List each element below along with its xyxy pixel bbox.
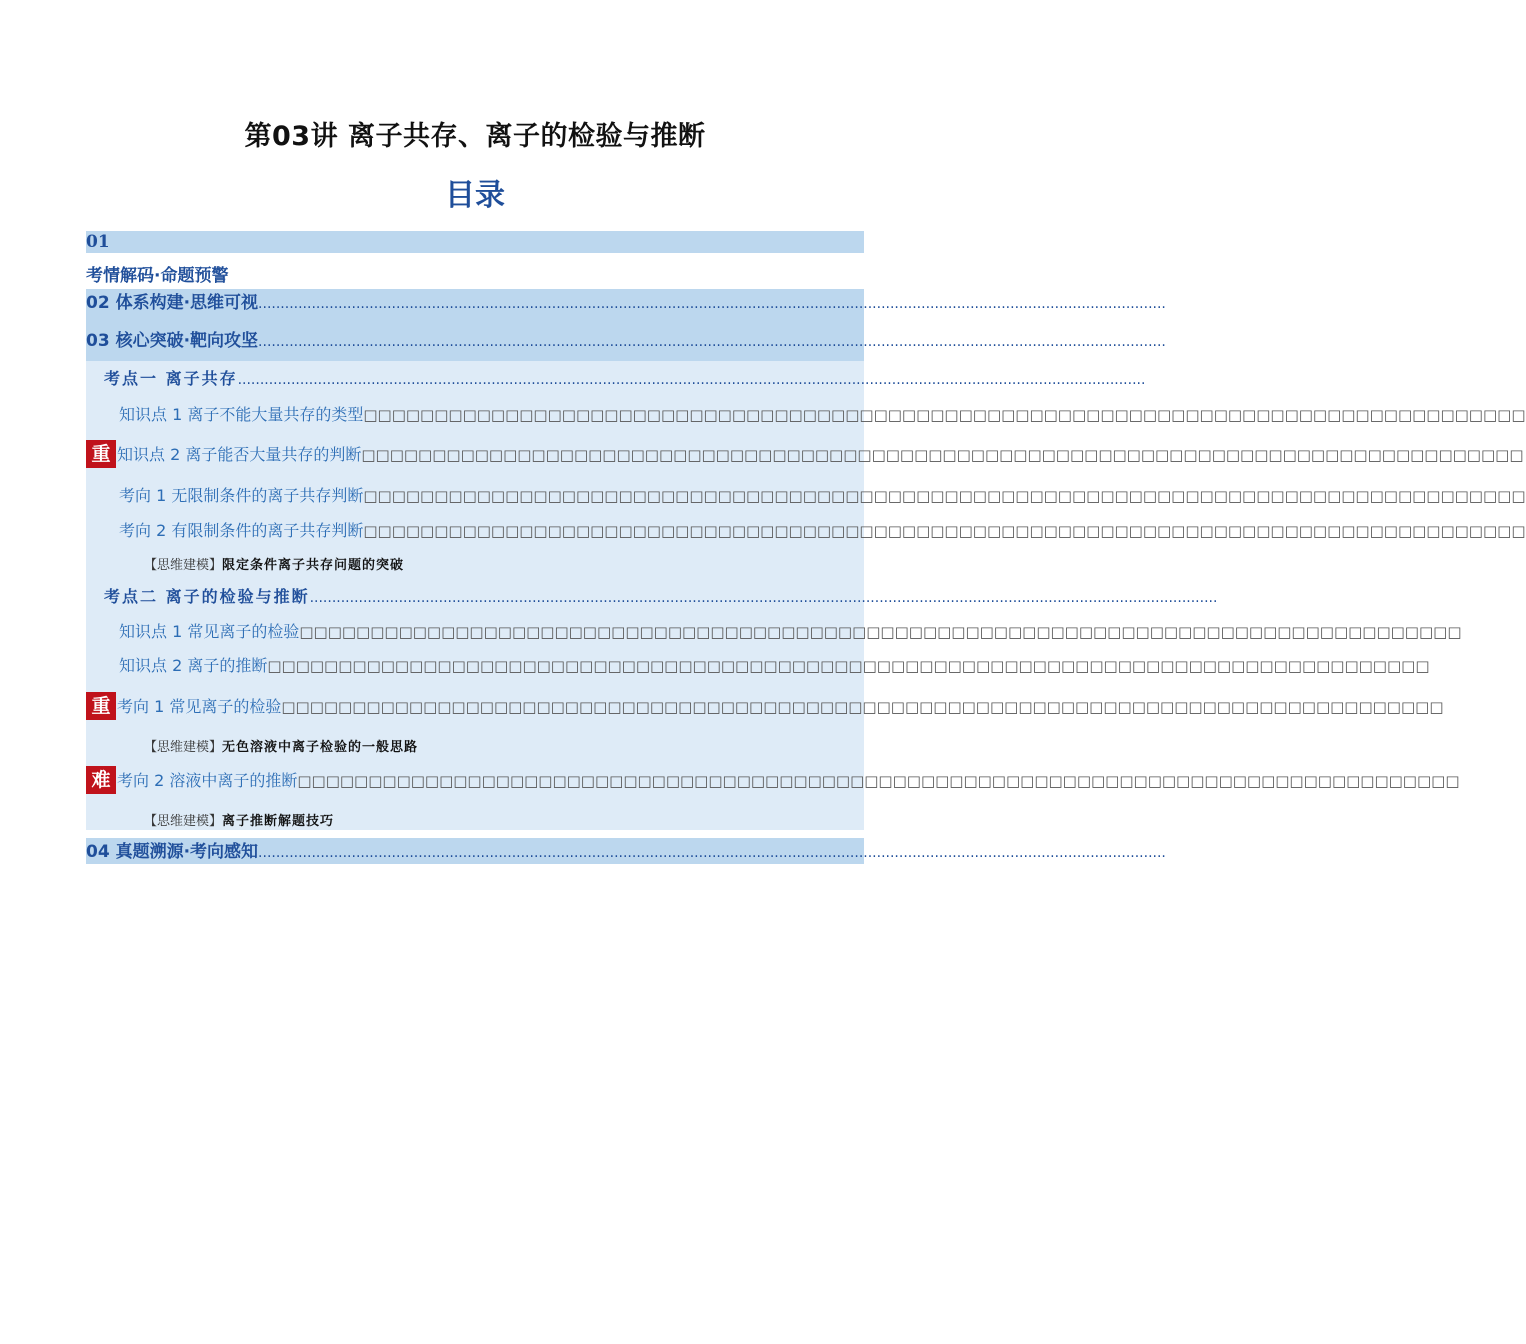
section-title: 04 真题溯源·考向感知 [86,842,259,862]
box-leader: □□□□□□□□□□□□□□□□□□□□□□□□□□□□□□□□□□□□□□□□□□□□□□□□□□□□□□□□□□□□□□□□□□□□□□□□□□□□□□□□□□ [363,522,1526,540]
section-title: 考情解码·命题预警 [86,266,229,286]
model-title: 离子推断解题技巧 [222,814,335,829]
lecture-title: 第03讲 离子共存、离子的检验与推断 [244,121,706,152]
section-number: 01 [86,232,110,252]
important-badge: 重 [86,440,116,468]
toc-section-04[interactable] [86,838,1166,864]
toc-zhishidian-1-1[interactable] [86,403,1526,427]
important-badge: 重 [86,692,116,720]
toc-kaoxiang-2-1[interactable] [117,695,1444,719]
box-leader: □□□□□□□□□□□□□□□□□□□□□□□□□□□□□□□□□□□□□□□□□□□□□□□□□□□□□□□□□□□□□□□□□□□□□□□□□□□□□□□□□□ [361,446,1524,464]
dot-leader: ............................................................................................................................................................................................................ [237,372,1146,388]
toc-section-01-number-row[interactable] [86,231,864,253]
item-title: 考向 1 常见离子的检验 [117,697,282,716]
toc-section-01-title-row[interactable] [86,264,864,288]
toc-zhishidian-2-1[interactable] [86,620,1462,644]
model-tag: 【思维建模】 [144,558,223,573]
box-leader: □□□□□□□□□□□□□□□□□□□□□□□□□□□□□□□□□□□□□□□□□□□□□□□□□□□□□□□□□□□□□□□□□□□□□□□□□□□□□□□□□□ [297,772,1460,790]
dot-leader: ............................................................................................................................................................................................................ [309,590,1218,606]
toc-section-03[interactable] [86,317,1166,361]
item-title: 考向 2 有限制条件的离子共存判断 [119,521,364,540]
item-title: 知识点 1 常见离子的检验 [119,622,300,641]
model-title: 限定条件离子共存问题的突破 [222,558,405,573]
dot-leader: ............................................................................................................................................................................................................ [258,334,1166,350]
item-title: 考向 1 无限制条件的离子共存判断 [119,486,364,505]
model-tag: 【思维建模】 [144,814,223,829]
toc-heading: 目录 [445,178,505,213]
toc-kaodian-1[interactable] [86,366,1146,392]
toc-model-2[interactable] [86,735,864,757]
toc-kaodian-2[interactable] [86,584,1218,610]
kaodian-title: 考点一 离子共存 [104,369,238,388]
model-title: 无色溶液中离子检验的一般思路 [222,740,419,755]
box-leader: □□□□□□□□□□□□□□□□□□□□□□□□□□□□□□□□□□□□□□□□□□□□□□□□□□□□□□□□□□□□□□□□□□□□□□□□□□□□□□□□□□ [363,406,1526,424]
toc-zhishidian-1-2[interactable] [117,443,1524,467]
toc-section-02[interactable] [86,289,1166,317]
dot-leader: ............................................................................................................................................................................................................ [258,845,1166,861]
item-title: 知识点 2 离子能否大量共存的判断 [117,445,362,464]
section-title: 03 核心突破·靶向攻坚 [86,331,259,351]
model-tag: 【思维建模】 [144,740,223,755]
item-title: 知识点 2 离子的推断 [119,656,268,675]
toc-kaoxiang-2-2[interactable] [117,769,1460,793]
item-title: 考向 2 溶液中离子的推断 [117,771,298,790]
dot-leader: ............................................................................................................................................................................................................ [258,296,1166,312]
difficult-badge: 难 [86,766,116,794]
toc-model-3[interactable] [86,809,864,831]
item-title: 知识点 1 离子不能大量共存的类型 [119,405,364,424]
toc-kaoxiang-1-2[interactable] [86,519,1526,543]
box-leader: □□□□□□□□□□□□□□□□□□□□□□□□□□□□□□□□□□□□□□□□□□□□□□□□□□□□□□□□□□□□□□□□□□□□□□□□□□□□□□□□□□ [299,623,1462,641]
toc-zhishidian-2-2[interactable] [86,654,1430,678]
box-leader: □□□□□□□□□□□□□□□□□□□□□□□□□□□□□□□□□□□□□□□□□□□□□□□□□□□□□□□□□□□□□□□□□□□□□□□□□□□□□□□□□□ [363,487,1526,505]
box-leader: □□□□□□□□□□□□□□□□□□□□□□□□□□□□□□□□□□□□□□□□□□□□□□□□□□□□□□□□□□□□□□□□□□□□□□□□□□□□□□□□□□ [267,657,1430,675]
box-leader: □□□□□□□□□□□□□□□□□□□□□□□□□□□□□□□□□□□□□□□□□□□□□□□□□□□□□□□□□□□□□□□□□□□□□□□□□□□□□□□□□□ [281,698,1444,716]
toc-kaoxiang-1-1[interactable] [86,484,1526,508]
kaodian-title: 考点二 离子的检验与推断 [104,587,310,606]
toc-model-1[interactable] [86,553,864,575]
section-title: 02 体系构建·思维可视 [86,293,259,313]
